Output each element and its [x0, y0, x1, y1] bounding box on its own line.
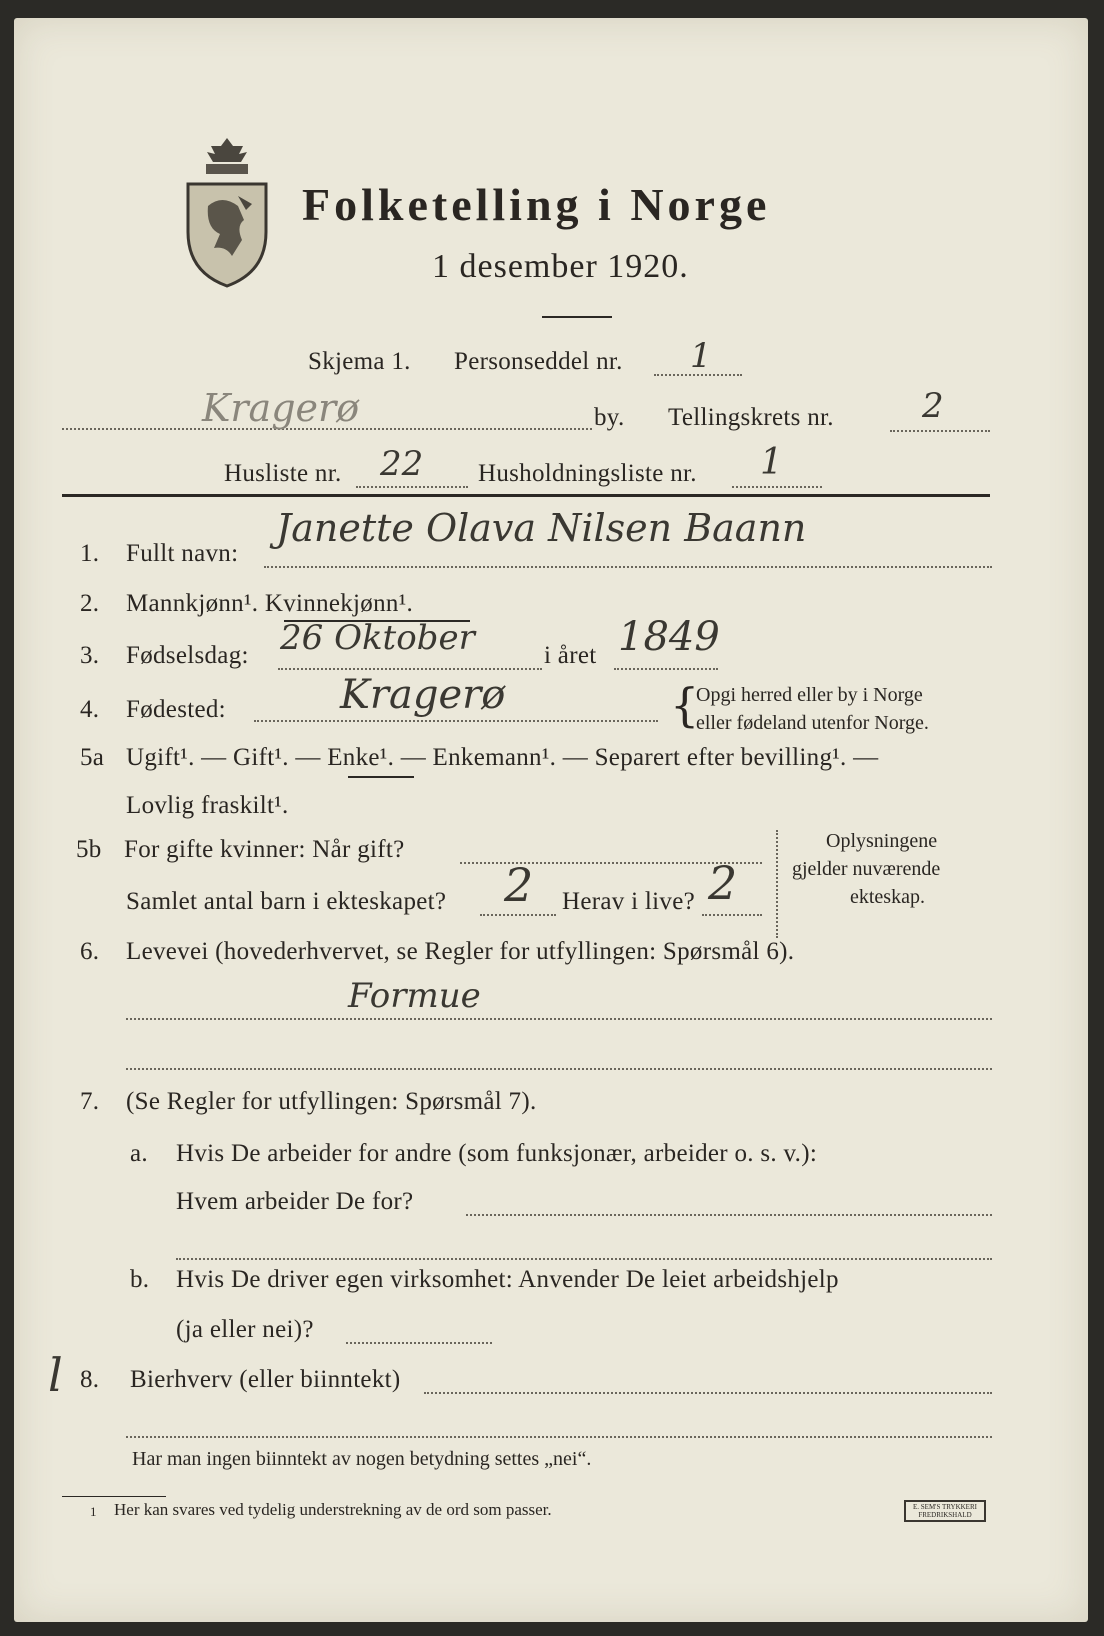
q5b-alive-label: Herav i live? — [562, 888, 696, 915]
q2-gender-options: Mannkjønn¹. Kvinnekjønn¹. — [126, 590, 414, 617]
q7b-letter: b. — [130, 1266, 150, 1293]
q5b-children-field-line[interactable] — [480, 914, 556, 916]
tellingskrets-label: Tellingskrets nr. — [668, 404, 834, 431]
q1-label: Fullt navn: — [126, 540, 239, 567]
husliste-value: 22 — [380, 444, 424, 484]
q5b-children-value: 2 — [504, 858, 534, 912]
q7b-text: Hvis De driver egen virksomhet: Anvender De leiet arbeidshjelp — [176, 1266, 839, 1293]
census-date: 1 desember 1920. — [432, 248, 689, 285]
skjema-label: Skjema 1. — [308, 348, 411, 375]
tellingskrets-field-line[interactable] — [890, 430, 990, 432]
q7a-field-line2[interactable] — [176, 1258, 992, 1260]
form-title: Folketelling i Norge — [302, 179, 771, 230]
q6-number: 6. — [80, 938, 100, 965]
norwegian-coat-of-arms-icon — [182, 136, 272, 288]
q7b-field-line[interactable] — [346, 1342, 492, 1344]
q5b-note-line1: Oplysningene — [826, 830, 938, 852]
q7a-question: Hvem arbeider De for? — [176, 1188, 414, 1215]
q5a-number: 5a — [80, 744, 105, 771]
q1-field-line[interactable] — [264, 566, 992, 568]
title-divider — [542, 316, 612, 318]
personseddel-value: 1 — [690, 336, 712, 376]
q4-label: Fødested: — [126, 696, 226, 723]
q3-birthday-value: 26 Oktober — [280, 618, 475, 658]
q8-field-line1[interactable] — [424, 1392, 992, 1394]
q7a-field-line1[interactable] — [466, 1214, 992, 1216]
q5b-note-divider — [776, 830, 778, 938]
q4-number: 4. — [80, 696, 100, 723]
q4-note-line1: Opgi herred eller by i Norge — [696, 684, 923, 706]
husholdning-value: 1 — [760, 442, 783, 483]
q7-number: 7. — [80, 1088, 100, 1115]
nei-note: Har man ingen biinntekt av nogen betydning settes „nei“. — [132, 1448, 592, 1470]
q7a-letter: a. — [130, 1140, 148, 1167]
q5a-marital-options-line2: Lovlig fraskilt¹. — [126, 792, 289, 819]
q2-number: 2. — [80, 590, 100, 617]
q6-field-line1[interactable] — [126, 1018, 992, 1020]
footnote-rule — [62, 1496, 166, 1497]
footnote-text: Her kan svares ved tydelig understrekning av de ord som passer. — [114, 1500, 552, 1519]
husliste-label: Husliste nr. — [224, 460, 342, 487]
q3-number: 3. — [80, 642, 100, 669]
q5a-enke-underline — [348, 776, 414, 778]
q7-label: (Se Regler for utfyllingen: Spørsmål 7). — [126, 1088, 537, 1115]
q4-note-line2: eller fødeland utenfor Norge. — [696, 712, 929, 734]
q6-occupation-value: Formue — [348, 976, 481, 1016]
tellingskrets-value: 2 — [922, 386, 944, 426]
footnote-number: 1 — [90, 1504, 97, 1519]
q5b-note-line2: gjelder nuværende — [792, 858, 941, 880]
city-value: Kragerø — [202, 386, 360, 430]
q3-year-value: 1849 — [618, 614, 720, 660]
q6-label: Levevei (hovederhvervet, se Regler for utfyllingen: Spørsmål 6). — [126, 938, 795, 965]
q5b-label: For gifte kvinner: Når gift? — [124, 836, 405, 863]
q8-field-line2[interactable] — [126, 1436, 992, 1438]
census-form-sheet — [14, 18, 1088, 1622]
q3-year-field-line[interactable] — [614, 668, 718, 670]
q8-label: Bierhverv (eller biinntekt) — [130, 1366, 401, 1393]
q8-margin-mark: l — [48, 1348, 63, 1402]
husliste-field-line[interactable] — [356, 486, 468, 488]
q5b-number: 5b — [76, 836, 102, 863]
q5b-note-line3: ekteskap. — [850, 886, 925, 908]
personseddel-label: Personseddel nr. — [454, 348, 623, 375]
q1-number: 1. — [80, 540, 100, 567]
header-rule — [62, 494, 990, 497]
q4-brace: { — [670, 678, 700, 732]
q5b-alive-field-line[interactable] — [702, 914, 762, 916]
husholdning-label: Husholdningsliste nr. — [478, 460, 697, 487]
q4-field-line[interactable] — [254, 720, 658, 722]
q8-number: 8. — [80, 1366, 100, 1393]
husholdning-field-line[interactable] — [732, 486, 822, 488]
q3-year-label: i året — [544, 642, 597, 669]
q1-full-name-value: Janette Olava Nilsen Baann — [276, 506, 807, 550]
q7a-text: Hvis De arbeider for andre (som funksjonær, arbeider o. s. v.): — [176, 1140, 818, 1167]
q7b-question: (ja eller nei)? — [176, 1316, 314, 1343]
q5b-alive-value: 2 — [708, 856, 738, 910]
q3-label: Fødselsdag: — [126, 642, 249, 669]
q5a-marital-options: Ugift¹. — Gift¹. — Enke¹. — Enkemann¹. — Separert efter bevilling¹. — — [126, 744, 879, 771]
by-label: by. — [594, 404, 625, 431]
q4-birthplace-value: Kragerø — [340, 672, 506, 718]
q3-field-line[interactable] — [278, 668, 542, 670]
printer-stamp: E. SEM'S TRYKKERI FREDRIKSHALD — [904, 1500, 986, 1522]
q5b-children-label: Samlet antal barn i ekteskapet? — [126, 888, 447, 915]
q6-field-line2[interactable] — [126, 1068, 992, 1070]
